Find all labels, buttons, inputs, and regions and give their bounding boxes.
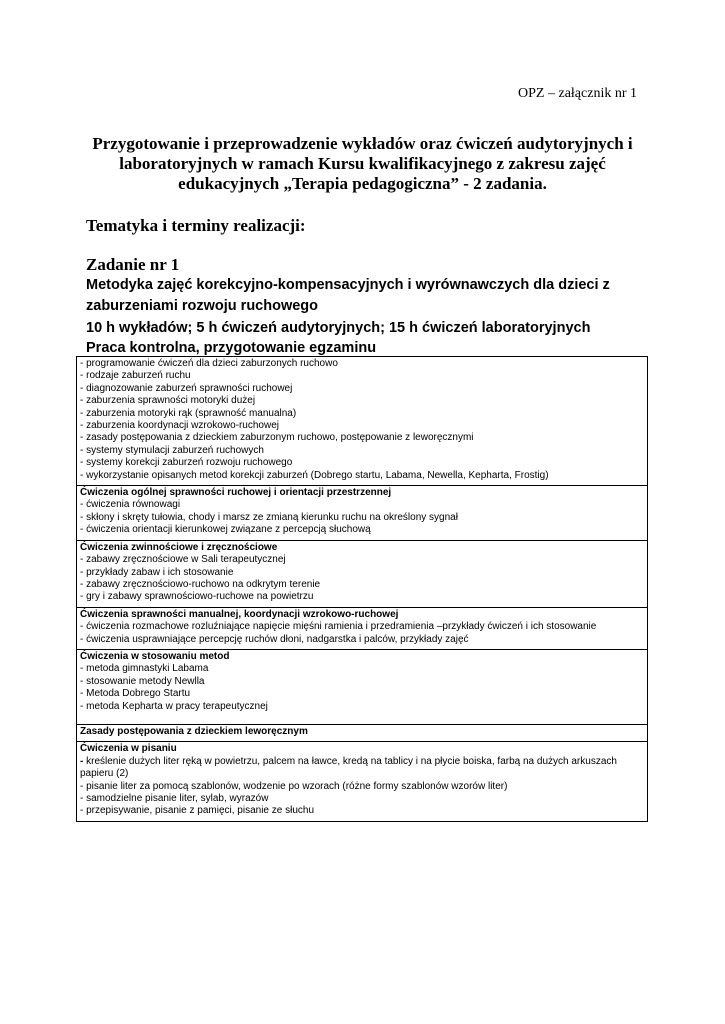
list-item: - ćwiczenia orientacji kierunkowej związane z percepcją słuchową	[80, 524, 371, 536]
list-item: - systemy korekcji zaburzeń rozwoju ruchowego	[80, 457, 293, 469]
title-line: laboratoryjnych w ramach Kursu kwalifikacyjnego z zakresu zajęć	[119, 154, 606, 173]
list-item: - wykorzystanie opisanych metod korekcji zaburzeń (Dobrego startu, Labama, Newella, Kepharta, Frostig)	[80, 469, 549, 481]
list-item: - samodzielne pisanie liter, sylab, wyrazów	[80, 793, 269, 804]
task-subtitle: Metodyka zajęć korekcyjno-kompensacyjnych i wyrównawczych dla dzieci z	[86, 277, 610, 293]
task-heading: Zadanie nr 1	[86, 255, 180, 274]
cell-title: Ćwiczenia sprawności manualnej, koordynacji wzrokowo-ruchowej	[80, 608, 399, 620]
topics-cell	[77, 607, 648, 649]
cell-title: Ćwiczenia ogólnej sprawności ruchowej i orientacji przestrzennej	[80, 487, 392, 499]
table-row	[77, 486, 648, 541]
list-item: - ćwiczenia równowagi	[80, 499, 181, 511]
task-exam: Praca kontrolna, przygotowanie egzaminu	[86, 340, 377, 356]
list-item-continuation: papieru (2)	[80, 768, 129, 780]
list-item-text: kreślenie dużych liter ręką w powietrzu, palcem na ławce, kredą na tablicy i na płycie boiska, farbą na dużych arkuszach	[83, 755, 617, 767]
topics-cell	[77, 540, 648, 607]
list-item: - przykłady zabaw i ich stosowanie	[80, 566, 234, 578]
cell-title: Zasady postępowania z dzieckiem leworęcznym	[80, 725, 308, 737]
list-item: - skłony i skręty tułowia, chody i marsz ze zmianą kierunku ruchu na określony sygnał	[80, 511, 458, 523]
table-row	[77, 742, 648, 821]
topics-cell	[77, 486, 648, 541]
table-row	[77, 357, 648, 486]
section-heading: Tematyka i terminy realizacji:	[86, 216, 306, 235]
list-item: - metoda gimnastyki Labama	[80, 663, 209, 675]
annex-label: OPZ – załącznik nr 1	[518, 86, 637, 101]
topics-cell	[77, 742, 648, 821]
cell-title: Ćwiczenia zwinnościowe i zręcznościowe	[80, 541, 278, 553]
list-item: - metoda Kepharta w pracy terapeutycznej	[80, 700, 268, 712]
list-item: - zaburzenia sprawności motoryki dużej	[80, 395, 256, 407]
list-item: - zaburzenia koordynacji wzrokowo-ruchowej	[80, 420, 279, 432]
list-item: - ćwiczenia usprawniające percepcję ruchów dłoni, nadgarstka i palców, przykłady zajęć	[80, 633, 469, 645]
task-subtitle: zaburzeniami rozwoju ruchowego	[86, 298, 319, 314]
list-item: - zasady postępowania z dzieckiem zaburzonym ruchowo, postępowanie z leworęcznymi	[80, 432, 474, 444]
list-item: - diagnozowanie zaburzeń sprawności ruchowej	[80, 382, 293, 394]
table-row	[77, 649, 648, 724]
list-item: - zabawy zręcznościowe w Sali terapeutycznej	[80, 554, 286, 566]
document-title	[86, 134, 639, 194]
title-line: edukacyjnych „Terapia pedagogiczna” - 2 zadania.	[178, 174, 547, 193]
list-item: - zaburzenia motoryki rąk (sprawność manualna)	[80, 407, 297, 419]
table-row	[77, 724, 648, 741]
cell-title: Ćwiczenia w pisaniu	[80, 743, 177, 755]
list-item: - Metoda Dobrego Startu	[80, 688, 191, 700]
table-row	[77, 607, 648, 649]
topics-cell	[77, 724, 648, 741]
spacer	[80, 713, 644, 721]
list-dash: -	[80, 755, 84, 767]
cell-title: Ćwiczenia w stosowaniu metod	[80, 650, 230, 662]
list-item: - przepisywanie, pisanie z pamięci, pisanie ze słuchu	[80, 805, 315, 817]
list-item: - stosowanie metody Newlla	[80, 675, 205, 687]
list-item: - rodzaje zaburzeń ruchu	[80, 370, 191, 382]
task-hours: 10 h wykładów; 5 h ćwiczeń audytoryjnych; 15 h ćwiczeń laboratoryjnych	[86, 320, 591, 336]
topics-cell	[77, 357, 648, 486]
list-item: - zabawy zręcznościowo-ruchowo na odkrytym terenie	[80, 578, 321, 590]
list-item: - systemy stymulacji zaburzeń ruchowych	[80, 444, 264, 456]
topics-cell	[77, 649, 648, 724]
table-row	[77, 540, 648, 607]
title-line: Przygotowanie i przeprowadzenie wykładów oraz ćwiczeń audytoryjnych i	[92, 134, 633, 153]
list-item	[80, 756, 644, 768]
list-item: - ćwiczenia rozmachowe rozluźniające napięcie mięśni ramienia i przedramienia –przykłady ćwiczeń i ich stosowanie	[80, 621, 597, 633]
list-item: - programowanie ćwiczeń dla dzieci zaburzonych ruchowo	[80, 358, 338, 369]
list-item: - pisanie liter za pomocą szablonów, wodzenie po wzorach (różne formy szablonów wzorów liter)	[80, 780, 508, 792]
topics-table	[76, 356, 648, 822]
list-item: - gry i zabawy sprawnościowo-ruchowe na powietrzu	[80, 591, 314, 603]
